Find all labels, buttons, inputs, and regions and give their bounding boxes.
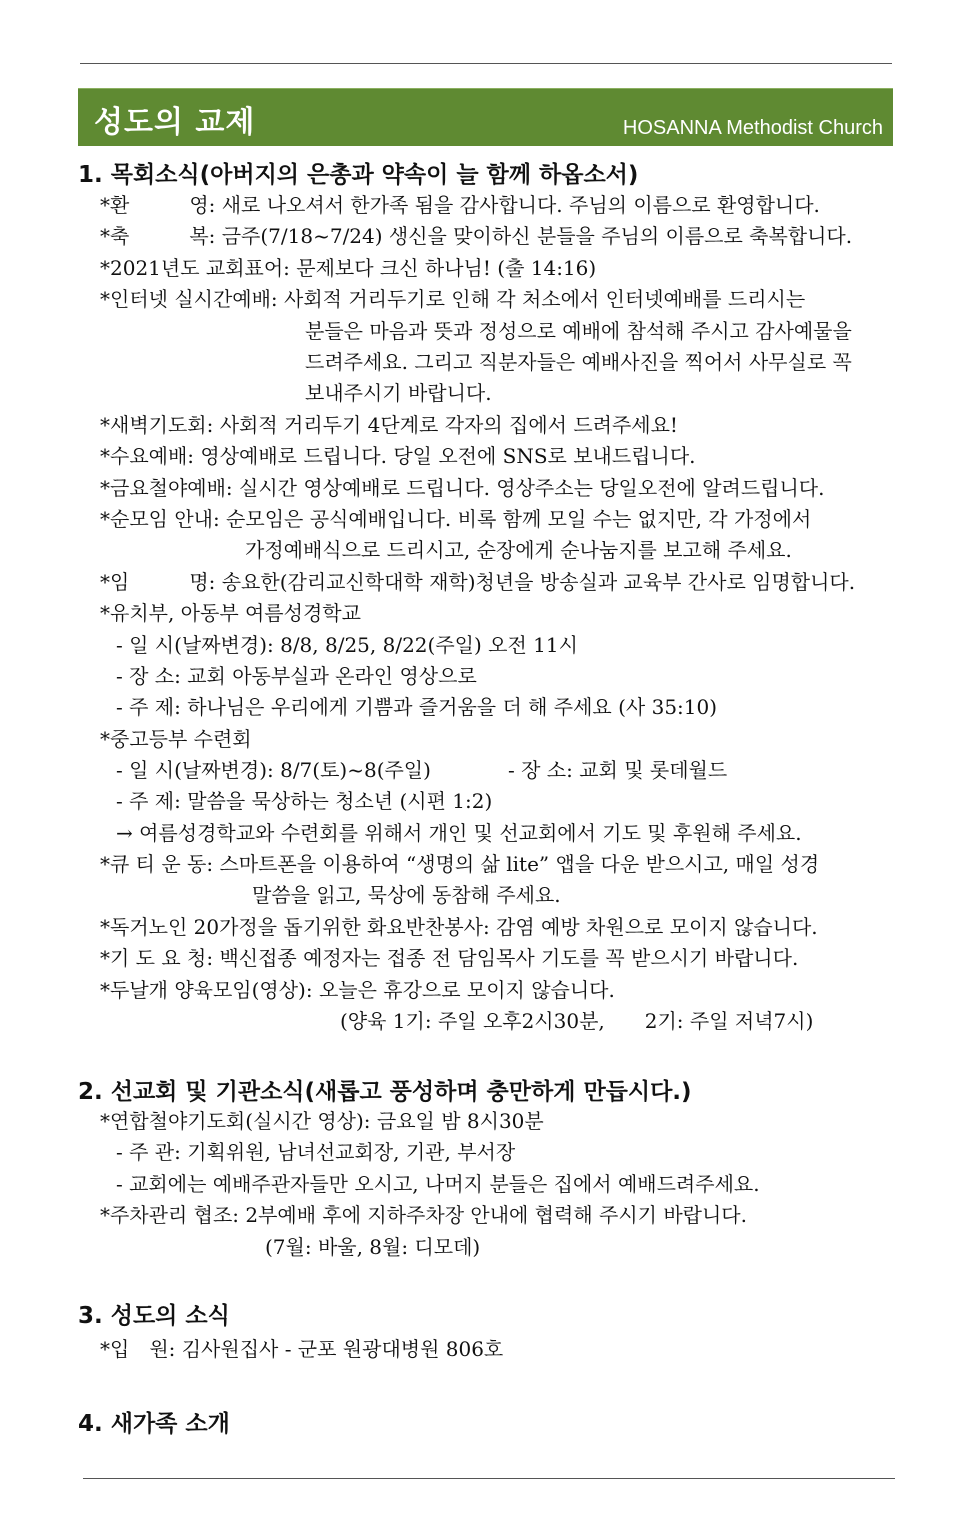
list-item: *독거노인 20가정을 돕기위한 화요반찬봉사: 감염 예방 차원으로 모이지 않습니다. — [100, 915, 818, 939]
list-item: *축 복: 금주(7/18~7/24) 생신을 맞이하신 분들을 주님의 이름으로 축복합니다. — [100, 224, 853, 248]
sub-item: - 장 소: 교회 및 롯데월드 — [508, 758, 728, 782]
list-item-continued: 말씀을 읽고, 묵상에 동참해 주세요. — [252, 883, 561, 907]
sub-item: - 일 시(날짜변경): 8/8, 8/25, 8/22(주일) 오전 11시 — [116, 633, 578, 657]
banner-title: 성도의 교제 — [94, 105, 256, 140]
list-item: *입 원: 김사원집사 - 군포 원광대병원 806호 — [100, 1337, 504, 1361]
sub-item: - 주 관: 기획위원, 남녀선교회장, 기관, 부서장 — [116, 1140, 516, 1164]
list-item-continued: 보내주시기 바랍니다. — [305, 381, 492, 405]
section-heading-3: 3. 성도의 소식 — [78, 1303, 230, 1329]
sub-item: - 일 시(날짜변경): 8/7(토)~8(주일) — [116, 758, 431, 782]
sub-item: - 주 제: 말씀을 묵상하는 청소년 (시편 1:2) — [116, 789, 493, 813]
sub-item: - 교회에는 예배주관자들만 오시고, 나머지 분들은 집에서 예배드려주세요. — [116, 1172, 760, 1196]
section-heading-2: 2. 선교회 및 기관소식(새롭고 풍성하며 충만하게 만듭시다.) — [78, 1079, 692, 1105]
sub-item: → 여름성경학교와 수련회를 위해서 개인 및 선교회에서 기도 및 후원해 주세요. — [116, 821, 802, 845]
list-item: *두날개 양육모임(영상): 오늘은 휴강으로 모이지 않습니다. — [100, 978, 615, 1002]
sub-item: - 장 소: 교회 아동부실과 온라인 영상으로 — [116, 664, 477, 688]
list-item-continued: 가정예배식으로 드리시고, 순장에게 순나눔지를 보고해 주세요. — [245, 538, 792, 562]
list-item: *환 영: 새로 나오셔서 한가족 됨을 감사합니다. 주님의 이름으로 환영합니다. — [100, 193, 820, 217]
section-heading-1: 1. 목회소식(아버지의 은총과 약속이 늘 함께 하옵소서) — [78, 162, 639, 188]
list-item: *새벽기도회: 사회적 거리두기 4단계로 각자의 집에서 드려주세요! — [100, 413, 678, 437]
list-item-continued: 드려주세요. 그리고 직분자들은 예배사진을 찍어서 사무실로 꼭 — [305, 350, 852, 374]
list-item-continued: 분들은 마음과 뜻과 정성으로 예배에 참석해 주시고 감사예물을 — [305, 319, 852, 343]
list-item: *수요예배: 영상예배로 드립니다. 당일 오전에 SNS로 보내드립니다. — [100, 444, 696, 468]
top-rule — [80, 63, 892, 64]
list-item: *기 도 요 청: 백신접종 예정자는 접종 전 담임목사 기도를 꼭 받으시기 바랍니다. — [100, 946, 799, 970]
list-item: *인터넷 실시간예배: 사회적 거리두기로 인해 각 처소에서 인터넷예배를 드리시는 — [100, 287, 806, 311]
list-item-continued: (양육 1기: 주일 오후2시30분, 2기: 주일 저녁7시) — [340, 1009, 814, 1033]
list-item: *임 명: 송요한(감리교신학대학 재학)청년을 방송실과 교육부 간사로 임명합니다. — [100, 570, 856, 594]
section-heading-4: 4. 새가족 소개 — [78, 1411, 230, 1437]
list-item: *2021년도 교회표어: 문제보다 크신 하나님! (출 14:16) — [100, 256, 597, 280]
list-item-continued: (7월: 바울, 8월: 디모데) — [265, 1235, 481, 1259]
section-banner — [78, 88, 893, 146]
list-item: *순모임 안내: 순모임은 공식예배입니다. 비록 함께 모일 수는 없지만, 각 가정에서 — [100, 507, 812, 531]
list-item: *유치부, 아동부 여름성경학교 — [100, 601, 361, 625]
bottom-rule — [83, 1478, 895, 1479]
list-item: *중고등부 수련회 — [100, 727, 252, 751]
list-item: *큐 티 운 동: 스마트폰을 이용하여 “생명의 삶 lite” 앱을 다운 받으시고, 매일 성경 — [100, 852, 820, 876]
list-item: *금요철야예배: 실시간 영상예배로 드립니다. 영상주소는 당일오전에 알려드립니다. — [100, 476, 825, 500]
list-item: *연합철야기도회(실시간 영상): 금요일 밤 8시30분 — [100, 1109, 544, 1133]
church-name: HOSANNA Methodist Church — [622, 117, 883, 139]
list-item: *주차관리 협조: 2부예배 후에 지하주차장 안내에 협력해 주시기 바랍니다. — [100, 1203, 747, 1227]
sub-item: - 주 제: 하나님은 우리에게 기쁨과 즐거움을 더 해 주세요 (사 35:10) — [116, 695, 718, 719]
